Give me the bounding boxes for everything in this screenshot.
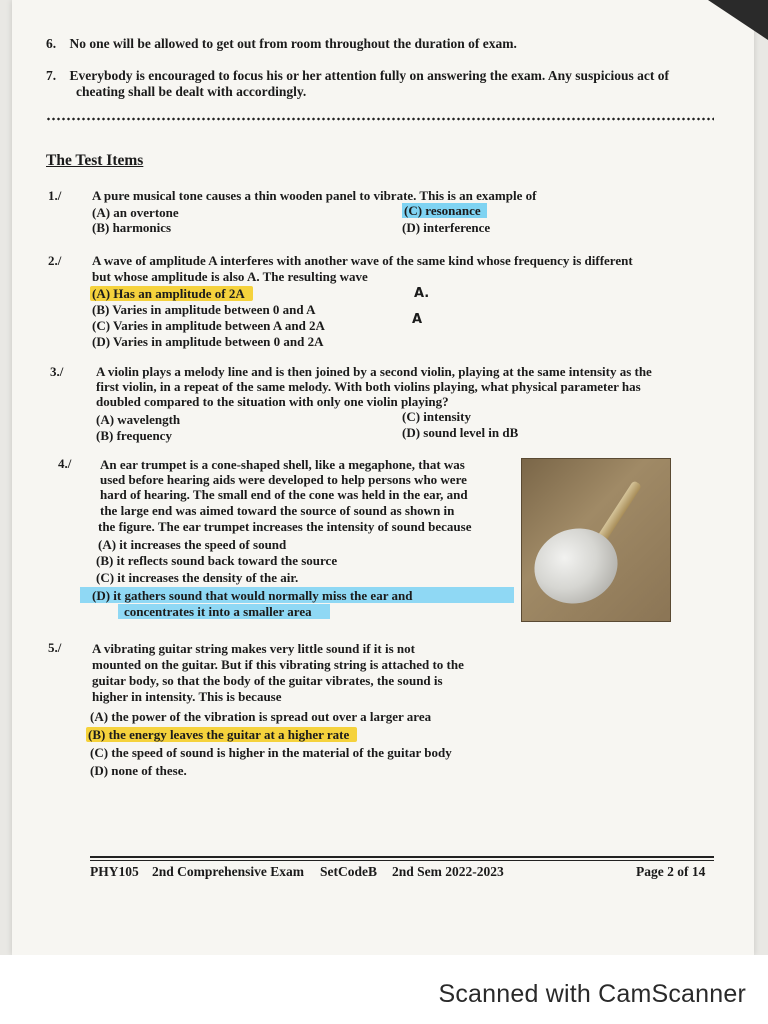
ear-trumpet-bell xyxy=(525,518,628,614)
question-3-stem-line1: A violin plays a melody line and is then joined by a second violin, playing at the same intensity as the xyxy=(96,364,652,379)
camscanner-watermark: Scanned with CamScanner xyxy=(438,980,746,1008)
q1-option-a: (A) an overtone xyxy=(92,205,179,220)
q4-option-d-line2: concentrates it into a smaller area xyxy=(124,604,312,619)
question-5-stem-line1: A vibrating guitar string makes very little sound if it is not xyxy=(92,641,415,656)
footer-setcode: SetCodeB xyxy=(320,864,377,879)
highlight-yellow: (A) Has an amplitude of 2A xyxy=(90,286,253,301)
question-2-stem-line2: but whose amplitude is also A. The resulting wave xyxy=(92,269,368,284)
rule-7-line2: cheating shall be dealt with accordingly. xyxy=(76,84,307,99)
q2-option-d: (D) Varies in amplitude between 0 and 2A xyxy=(92,334,324,349)
question-3-stem-line3: doubled compared to the situation with only one violin playing? xyxy=(96,394,449,409)
q3-option-a: (A) wavelength xyxy=(96,412,181,427)
q5-option-d: (D) none of these. xyxy=(90,763,187,778)
highlight-yellow: (B) the energy leaves the guitar at a higher rate xyxy=(86,727,357,742)
rule-number: 7. xyxy=(46,68,57,83)
question-number: 3./ xyxy=(50,364,64,379)
rule-7 xyxy=(46,68,669,84)
question-5-stem-line2: mounted on the guitar. But if this vibrating string is attached to the xyxy=(92,657,464,672)
rule-6 xyxy=(46,36,517,52)
q4-option-d-line1: (D) it gathers sound that would normally miss the ear and xyxy=(92,588,413,603)
dotted-separator xyxy=(46,116,714,122)
question-3-stem-line2: first violin, in a repeat of the same melody. With both violins playing, what physical parameter has xyxy=(96,379,641,394)
question-number: 4./ xyxy=(58,456,72,471)
section-title: The Test Items xyxy=(46,152,144,169)
question-1-stem: A pure musical tone causes a thin wooden panel to vibrate. This is an example of xyxy=(92,188,537,203)
handwritten-mark: A xyxy=(412,312,423,327)
highlight-blue: (C) resonance xyxy=(402,203,487,218)
question-4-stem-line4: the large end was aimed toward the source of sound as shown in xyxy=(100,503,455,518)
question-4-stem-line1: An ear trumpet is a cone-shaped shell, like a megaphone, that was xyxy=(100,457,465,472)
q1-option-c xyxy=(402,203,487,218)
handwritten-mark: A. xyxy=(414,286,430,301)
footer-rule xyxy=(90,860,714,861)
rule-text: Everybody is encouraged to focus his or her attention fully on answering the exam. Any suspicious act of xyxy=(69,68,670,83)
scan-corner-shadow xyxy=(708,0,768,40)
question-number: 1./ xyxy=(48,188,62,203)
question-4-stem-line3: hard of hearing. The small end of the cone was held in the ear, and xyxy=(100,487,468,502)
q3-option-c: (C) intensity xyxy=(402,409,471,424)
q4-option-b: (B) it reflects sound back toward the source xyxy=(96,553,338,568)
q1-option-b: (B) harmonics xyxy=(92,220,172,235)
rule-text: No one will be allowed to get out from room throughout the duration of exam. xyxy=(69,36,517,51)
q1-option-d: (D) interference xyxy=(402,220,491,235)
q3-option-b: (B) frequency xyxy=(96,428,172,443)
footer-rule xyxy=(90,856,714,858)
q2-option-c: (C) Varies in amplitude between A and 2A xyxy=(92,318,325,333)
question-5-stem-line4: higher in intensity. This is because xyxy=(92,689,282,704)
question-number: 5./ xyxy=(48,640,62,655)
question-number: 2./ xyxy=(48,253,62,268)
q5-option-b xyxy=(86,727,357,742)
q2-option-b: (B) Varies in amplitude between 0 and A xyxy=(92,302,316,317)
footer-exam: 2nd Comprehensive Exam xyxy=(152,864,305,879)
q4-option-c: (C) it increases the density of the air. xyxy=(96,570,299,585)
q5-option-c: (C) the speed of sound is higher in the material of the guitar body xyxy=(90,745,452,760)
q2-option-a xyxy=(90,286,253,301)
footer-page-number: Page 2 of 14 xyxy=(636,864,706,879)
q3-option-d: (D) sound level in dB xyxy=(402,425,519,440)
q5-option-a: (A) the power of the vibration is spread out over a larger area xyxy=(90,709,432,724)
footer-semester: 2nd Sem 2022-2023 xyxy=(392,864,504,879)
ear-trumpet-photo xyxy=(521,458,671,622)
question-4-stem-line2: used before hearing aids were developed to help persons who were xyxy=(100,472,467,487)
footer-course: PHY105 xyxy=(90,864,139,879)
rule-number: 6. xyxy=(46,36,57,51)
question-5-stem-line3: guitar body, so that the body of the guitar vibrates, the sound is xyxy=(92,673,443,688)
question-4-stem-line5: the figure. The ear trumpet increases the intensity of sound because xyxy=(98,519,472,534)
q4-option-a: (A) it increases the speed of sound xyxy=(98,537,287,552)
question-2-stem-line1: A wave of amplitude A interferes with another wave of the same kind whose frequency is different xyxy=(92,253,633,268)
